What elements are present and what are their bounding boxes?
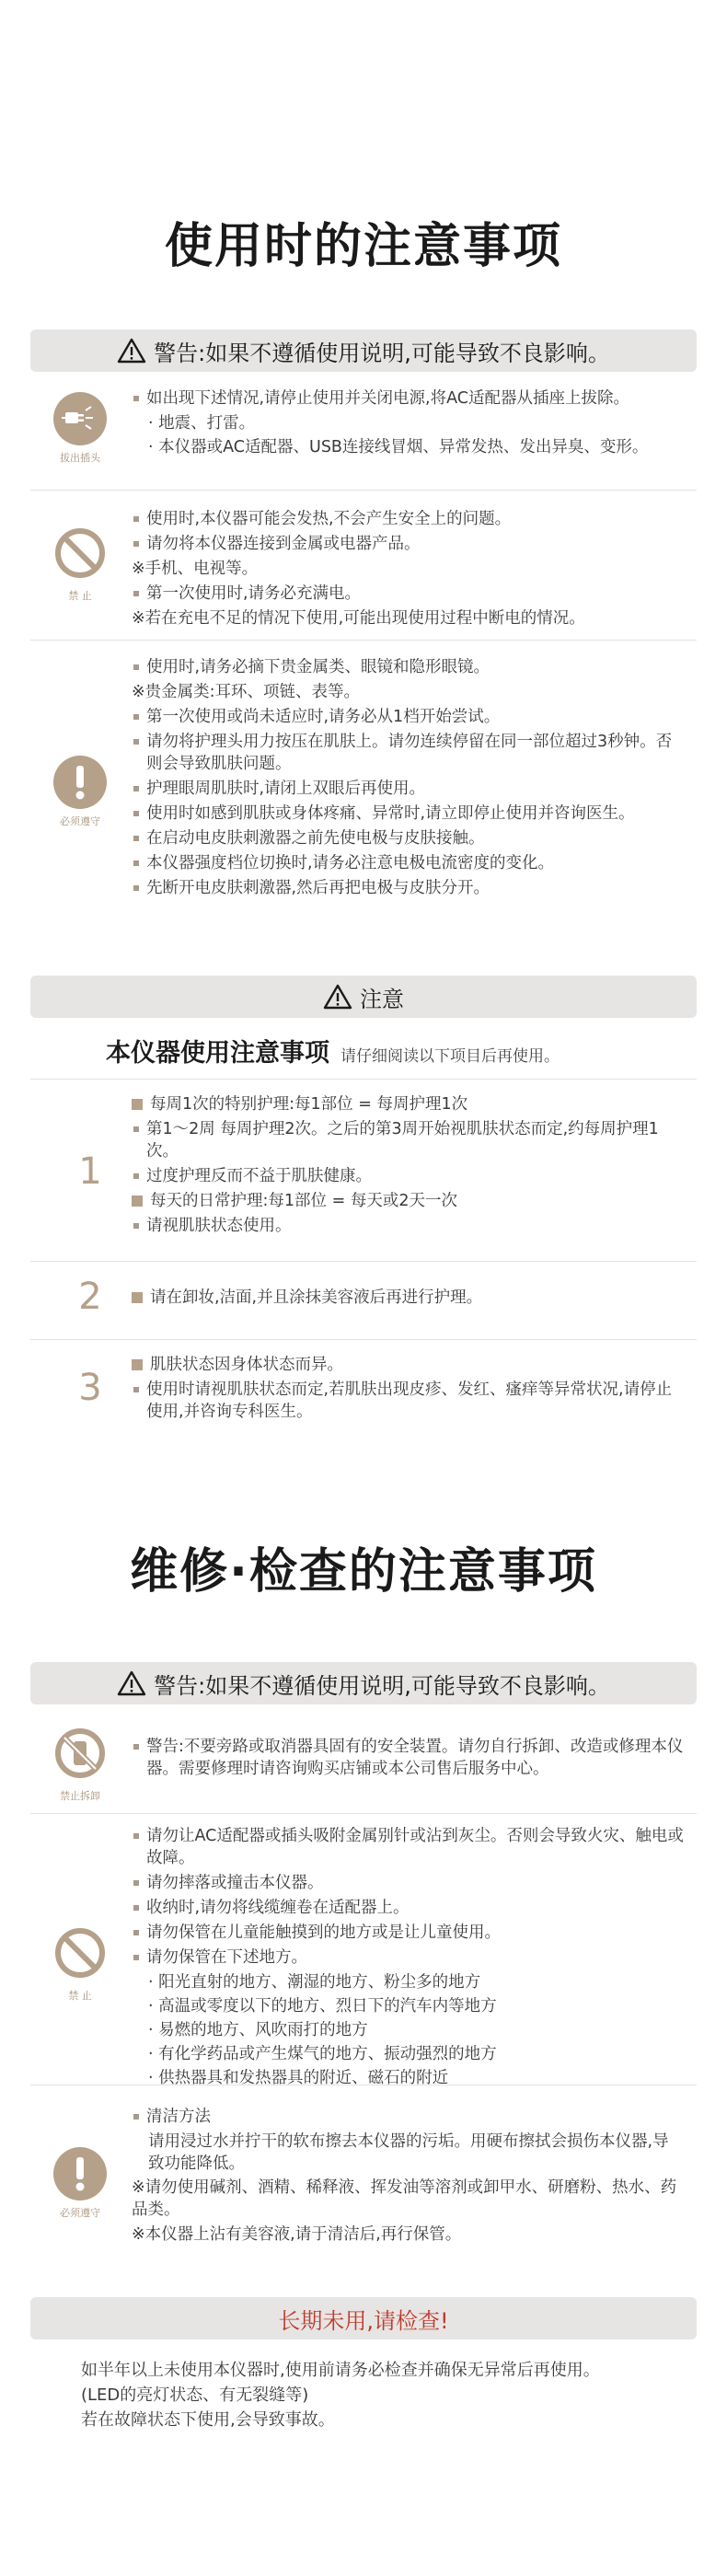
icon-label: 禁止拆卸: [60, 1790, 100, 1802]
icon-label: 必须遵守: [60, 2207, 100, 2219]
heading-item: 肌肤状态因身体状态而异。: [132, 1354, 684, 1376]
icon-label: 禁 止: [68, 1990, 92, 2002]
warning-bar: [30, 329, 697, 372]
note-line: ※若在充电不足的情况下使用,可能出现使用过程中断电的情况。: [132, 609, 585, 628]
mandatory-icon: [53, 756, 107, 809]
divider: [30, 1339, 697, 1340]
icon-label: 必须遵守: [60, 815, 100, 827]
bullet-item: 请勿将本仪器连接到金属或电器产品。: [132, 533, 684, 555]
note-line: ※请勿使用碱剂、酒精、稀释液、挥发油等溶剂或卸甲水、研磨粉、热水、药品类。: [132, 2178, 677, 2219]
item2-text: [132, 1287, 684, 1311]
usage-item-1: [30, 1086, 697, 1256]
item1-text: [132, 1093, 684, 1240]
heading-item: 每周1次的特别护理:每1部位 = 每周护理1次: [132, 1093, 684, 1115]
item3-text: [132, 1354, 684, 1426]
section1-group3: [30, 647, 697, 941]
bullet-item: 请勿将护理头用力按压在肌肤上。请勿连续停留在同一部位超过3秒钟。否则会导致肌肤问题。: [132, 731, 684, 775]
heading-item: 每天的日常护理:每1部位 = 每天或2天一次: [132, 1190, 684, 1212]
bullet-item: 过度护理反而不益于肌肤健康。: [132, 1165, 684, 1187]
usage-item-2: [30, 1268, 697, 1333]
sub-item: · 高温或零度以下的地方、烈日下的汽车内等地方: [148, 1997, 497, 2016]
bullet-item: 在启动电皮肤刺激器之前先使电极与皮肤接触。: [132, 827, 684, 849]
bullet-item: 使用时,本仪器可能会发热,不会产生安全上的问题。: [132, 508, 684, 530]
icon-label: 禁 止: [68, 590, 92, 602]
bullet-item: 本仪器强度档位切换时,请务必注意电极电流密度的变化。: [132, 852, 684, 874]
divider: [30, 640, 697, 641]
group2-text: [132, 508, 684, 632]
usage-item-3: [30, 1346, 697, 1438]
sub-item: · 有化学药品或产生煤气的地方、振动强烈的地方: [148, 2045, 497, 2063]
usage-subhead-note: 请仔细阅读以下项目后再使用。: [340, 1047, 560, 1066]
divider: [30, 1079, 697, 1080]
item-number: 2: [78, 1276, 102, 1318]
section1-group1: [30, 385, 697, 484]
s3-group3-text: [132, 2106, 684, 2248]
note-line: ※本仪器上沾有美容液,请于清洁后,再行保管。: [132, 2225, 462, 2244]
warning-bar-text: 警告:如果不遵循使用说明,可能导致不良影响。: [154, 1672, 610, 1699]
divider: [30, 1813, 697, 1814]
warning-triangle-icon: [117, 1670, 146, 1696]
divider: [30, 490, 697, 491]
bullet-item: 使用时,请务必摘下贵金属类、眼镜和隐形眼镜。: [132, 656, 684, 678]
bullet-item: 请视肌肤状态使用。: [132, 1215, 684, 1237]
section1-title: 使用时的注意事项: [164, 219, 562, 274]
bullet-item: 清洁方法: [132, 2106, 684, 2128]
long-unused-bar-text: 长期未用,请检查!: [278, 2307, 449, 2334]
section1-group2: [30, 497, 697, 635]
s3-group1-text: [132, 1736, 684, 1783]
section3-group2: [30, 1820, 697, 2087]
bullet-item: 如出现下述情况,请停止使用并关闭电源,将AC适配器从插座上拔除。: [132, 387, 684, 410]
usage-subhead: [106, 1033, 560, 1069]
long-unused-bar: [30, 2297, 697, 2339]
sub-item: · 地震、打雷。: [148, 414, 256, 433]
divider: [30, 1261, 697, 1262]
warning-triangle-icon: [323, 984, 352, 1010]
item-number: 1: [78, 1150, 102, 1193]
section3-group3: [30, 2092, 697, 2267]
sub-item: · 阳光直射的地方、潮湿的地方、粉尘多的地方: [148, 1973, 481, 1992]
prohibited-icon: [53, 1926, 107, 1980]
bullet-item: 请勿让AC适配器或插头吸附金属别针或沾到灰尘。否则会导致火灾、触电或故障。: [132, 1825, 684, 1869]
long-unused-line: 若在故障状态下使用,会导致事故。: [81, 2410, 335, 2430]
warning-triangle-icon: [117, 338, 146, 364]
long-unused-line: (LED的亮灯状态、有无裂缝等): [81, 2385, 309, 2405]
bullet-item: 使用时请视肌肤状态而定,若肌肤出现皮疹、发红、瘙痒等异常状况,请停止使用,并咨询专科医生。: [132, 1379, 684, 1423]
long-unused-text: [81, 2358, 670, 2432]
group1-text: [132, 387, 684, 460]
sub-item: · 易燃的地方、风吹雨打的地方: [148, 2021, 368, 2039]
s3-group2-text: [132, 1825, 684, 2091]
usage-subhead-title: 本仪器使用注意事项: [106, 1039, 329, 1068]
group3-text: [132, 656, 684, 902]
note-line: ※贵金属类:耳环、项链、表等。: [132, 683, 361, 701]
bullet-item: 请勿摔落或撞击本仪器。: [132, 1872, 684, 1894]
sub-item: 请用浸过水并拧干的软布擦去本仪器的污垢。用硬布擦拭会损伤本仪器,导致功能降低。: [148, 2132, 669, 2173]
note-line: ※手机、电视等。: [132, 560, 259, 578]
section3-group1: [30, 1717, 697, 1809]
bullet-item: 警告:不要旁路或取消器具固有的安全装置。请勿自行拆卸、改造或修理本仪器。需要修理时请咨询购买店铺或本公司售后服务中心。: [132, 1736, 684, 1780]
bullet-item: 第1～2周 每周护理2次。之后的第3周开始视肌肤状态而定,约每周护理1次。: [132, 1118, 684, 1162]
bullet-item: 收纳时,请勿将线缆缠卷在适配器上。: [132, 1897, 684, 1919]
bullet-item: 使用时如感到肌肤或身体疼痛、异常时,请立即停止使用并咨询医生。: [132, 803, 684, 825]
heading-item: 请在卸妆,洁面,并且涂抹美容液后再进行护理。: [132, 1287, 684, 1309]
prohibited-icon: [53, 526, 107, 580]
long-unused-line: 如半年以上未使用本仪器时,使用前请务必检查并确保无异常后再使用。: [81, 2361, 600, 2380]
bullet-item: 第一次使用或尚未适应时,请务必从1档开始尝试。: [132, 706, 684, 728]
icon-label: 拔出插头: [60, 452, 100, 464]
sub-item: · 本仪器或AC适配器、USB连接线冒烟、异常发热、发出异臭、变形。: [148, 438, 649, 456]
warning-bar: [30, 1662, 697, 1704]
bullet-item: 第一次使用时,请务必充满电。: [132, 583, 684, 605]
warning-bar-text: 警告:如果不遵循使用说明,可能导致不良影响。: [154, 340, 610, 366]
bullet-item: 请勿保管在儿童能触摸到的地方或是让儿童使用。: [132, 1922, 684, 1944]
section3-title: 维修·检查的注意事项: [130, 1544, 597, 1600]
sub-item: · 供热器具和发热器具的附近、磁石的附近: [148, 2069, 449, 2087]
mandatory-icon: [53, 2147, 107, 2201]
bullet-item: 护理眼周肌肤时,请闭上双眼后再使用。: [132, 778, 684, 800]
bullet-item: 请勿保管在下述地方。: [132, 1946, 684, 1969]
caution-bar-text: 注意: [360, 986, 404, 1012]
unplug-icon: [53, 392, 107, 445]
item-number: 3: [78, 1367, 102, 1409]
caution-bar: [30, 976, 697, 1018]
bullet-item: 先断开电皮肤刺激器,然后再把电极与皮肤分开。: [132, 877, 684, 899]
no-disassembly-icon: [53, 1727, 107, 1780]
